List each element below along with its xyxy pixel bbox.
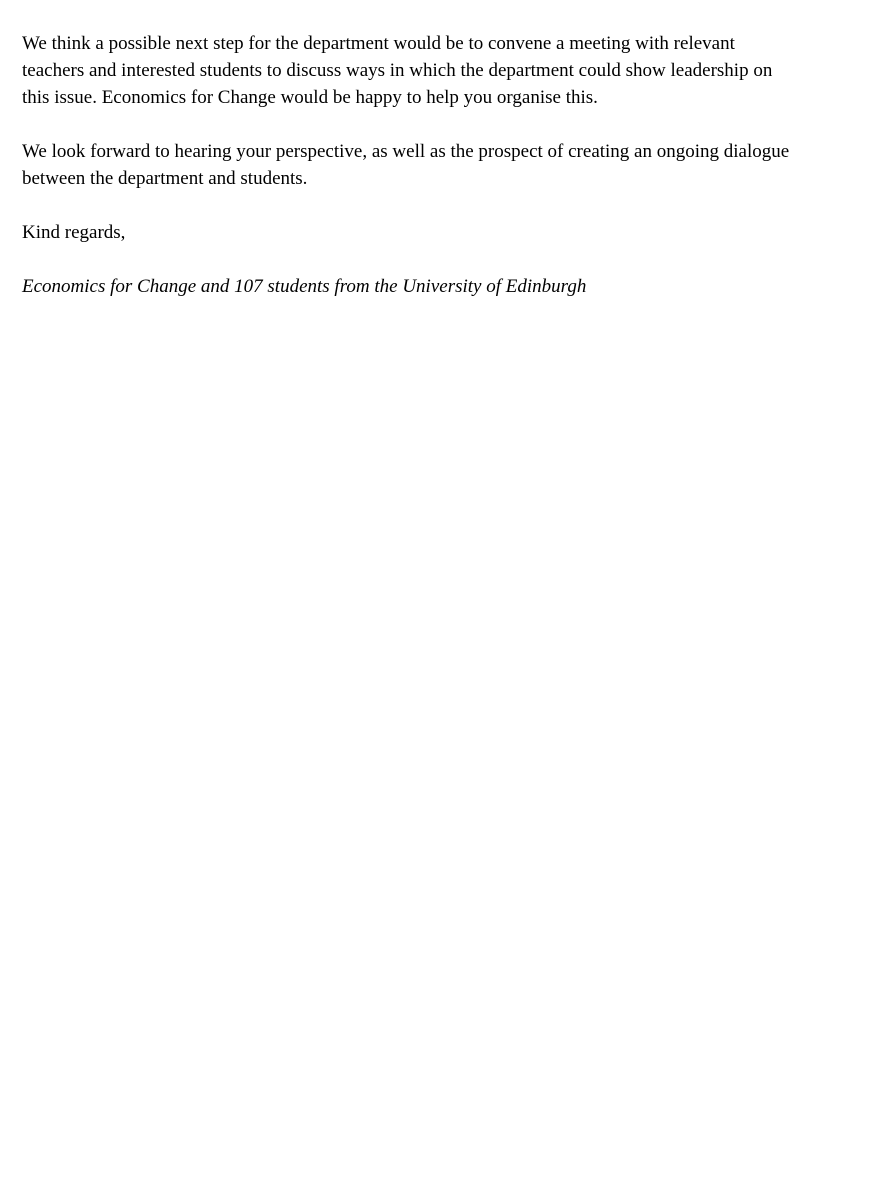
letter-body [22,30,862,300]
closing-salutation: Kind regards, [22,222,126,243]
signature-line: Economics for Change and 107 students from the University of Edinburgh [22,276,587,297]
paragraph-line: teachers and interested students to discuss ways in which the department could show leadership on [22,60,773,81]
paragraph-line: this issue. Economics for Change would be happy to help you organise this. [22,87,598,108]
paragraph-line: We look forward to hearing your perspective, as well as the prospect of creating an ongoing dialogue [22,141,790,162]
paragraph-look-forward [22,138,862,192]
paragraph-line: between the department and students. [22,168,308,189]
paragraph-line: We think a possible next step for the department would be to convene a meeting with relevant [22,33,735,54]
paragraph-next-step [22,30,862,111]
